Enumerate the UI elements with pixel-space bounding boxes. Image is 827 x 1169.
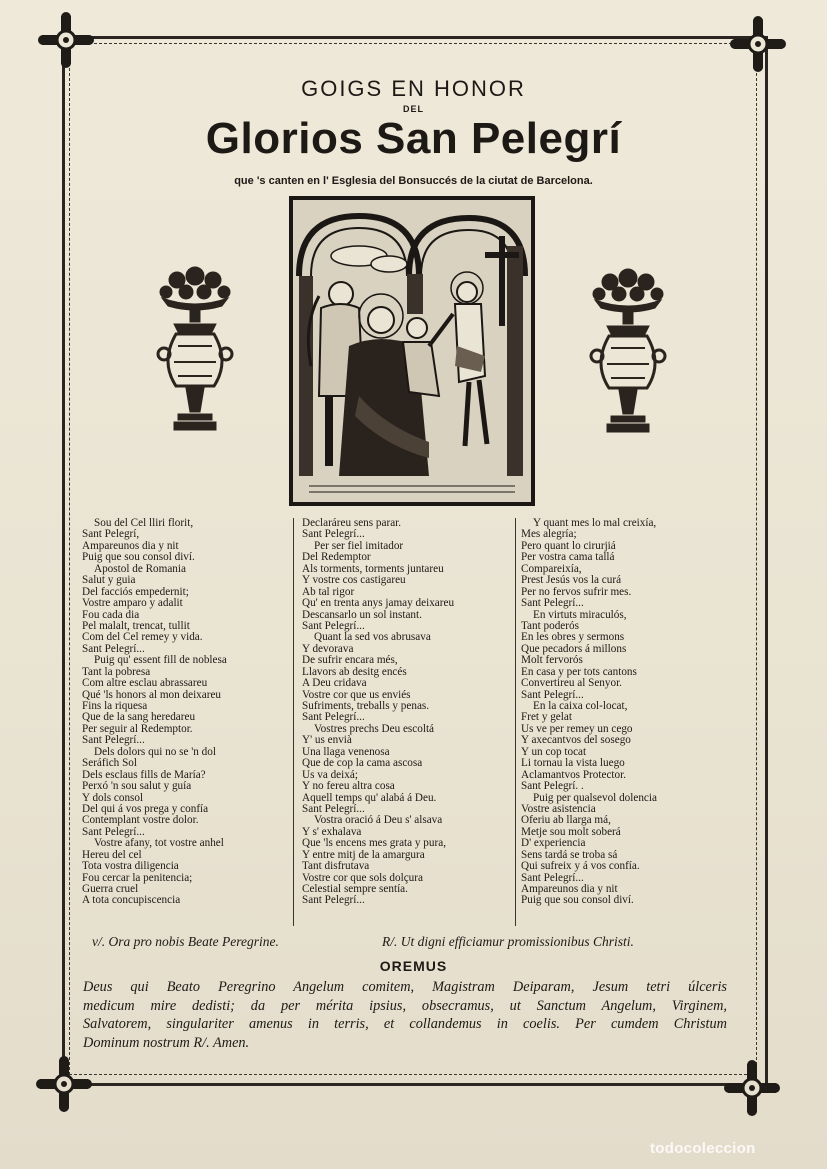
oremus-heading: OREMUS [379,958,448,974]
page-subtitle: que 's canten en l' Esglesia del Bonsuccés de la ciutat de Barcelona. [234,175,593,187]
verse-line: Qui sufreix y á vos confía. [521,860,640,873]
verse-line: A Deu cridava [302,677,367,690]
verse-line: Contemplant vostre dolor. [82,814,199,827]
verse-line: Sant Pelegrí... [82,825,145,838]
verse-line: Que 'ls encens mes grata y pura, [302,837,446,850]
verse-line: D' experiencia [521,837,586,850]
prayer-text [83,978,727,1052]
verse-line: Del Redemptor [302,551,371,564]
column-divider [293,518,294,926]
verse-line: Descansarlo un sol instant. [302,608,422,621]
verse-line: Molt fervorós [521,654,583,667]
verse-line: Com altre esclau abrassareu [82,677,208,690]
prayer-line: Deus qui Beato Peregrino Angelum comitem, Magistram Deiparam, Jesum tetri úlceris [83,979,727,995]
title-top: GOIGS EN HONOR [301,76,526,101]
verse-line: Declaráreu sens parar. [302,517,402,529]
verse-line: Mes alegría; [521,528,577,541]
verse-line: Vostre amparo y adalit [82,597,183,610]
verse-line: Sou del Cel lliri florit, [94,517,194,529]
verses-column-2 [302,518,507,907]
verses-column-1 [82,518,287,907]
verse-line: Aclamantvos Protector. [521,768,627,781]
verse-line: Sant Pelegrí... [521,871,584,884]
verse-line: Metje sou molt soberá [521,825,621,838]
verse-line: Dels esclaus fills de María? [82,768,206,781]
page-title: Glorios San Pelegrí [205,114,622,163]
flower-vase-icon [152,262,238,442]
verse-line: Guerra cruel [82,883,139,895]
verse-line: Que de cop la cama ascosa [302,757,423,770]
verse-line: Puig qu' essent fill de noblesa [94,654,227,667]
verse-line: Y s' exhalava [302,825,362,838]
verse-line: Pero quant lo cirurjiá [521,539,616,552]
verse-line: Una llaga venenosa [302,745,390,758]
verse-line: Sufriments, treballs y penas. [302,700,430,712]
verse-line: Y no fereu altra cosa [302,780,395,793]
verse-line: Per no fervos sufrir mes. [521,585,632,598]
verse-line: Us ve per remey un cego [521,722,633,735]
verse-line: De sufrir encara més, [302,654,398,667]
verse-line: Vostre cor que sols dolçura [302,871,423,884]
verse-line: Fret y gelat [521,711,572,724]
verse-line: Que pecadors á millons [521,642,627,655]
verse-line: Que de la sang heredareu [82,711,196,724]
verse-line: Us va deixá; [302,768,358,781]
response: R/. Ut digni efficiamur promissionibus Christi. [382,934,634,949]
verse-line: Fou cercar la penitencia; [82,871,193,884]
verse-line: Hereu del cel [82,848,142,861]
cross-ornament-icon [722,1058,782,1118]
verse-line: Y dols consol [82,791,144,804]
verse-line: Ab tal rigor [302,585,355,598]
verse-line: Salut y guia [82,574,136,587]
verse-line: Vostre asistencia [521,802,596,815]
verse-line: En les obres y sermons [521,631,625,644]
verse-line: Y' us envià [302,734,352,747]
verse-line: Del qui á vos prega y confía [82,802,209,815]
verse-line: Per vostra cama tallá [521,551,615,564]
verse-line: Sant Pelegrí... [302,619,365,632]
verse-line: Aquell temps qu' alabá á Deu. [302,791,437,804]
verse-line: En la caixa col-locat, [533,700,628,712]
verse-line: Sant Pelegrí... [521,688,584,701]
flower-vase-icon [585,264,671,444]
verse-line: Tota vostra diligencia [82,860,179,873]
cross-ornament-icon [36,10,96,70]
verse-line: Fou cada dia [82,608,140,621]
verse-line: Perxó 'n sou salut y guía [82,780,192,793]
verse-line: Y devorava [302,642,354,655]
verse-line: Tant la pobresa [82,665,151,678]
watermark-text: todocoleccion [650,1140,756,1157]
verse-line: Sant Pelegrí... [521,597,584,610]
saint-woodcut-image [289,196,535,506]
verse-line: Ampareunos dia y nit [521,883,618,895]
verse-line: Sant Pelegrí... [302,802,365,815]
verse-line: Sant Pelegrí... [302,711,365,724]
prayer-line: medicum mire dedisti; da per mérita ipsius, obsecramus, ut Sanctum Angelum, Virginem, [83,997,727,1014]
verse-line: Qu' en trenta anys jamay deixareu [302,597,455,610]
verses-column-3 [521,518,746,907]
verse-line: Com del Cel remey y vida. [82,631,203,644]
verse-line: Qué 'ls honors al mon deixareu [82,688,222,701]
verse-line: Pel malalt, trencat, tullit [82,619,190,632]
column-divider [515,518,516,926]
verse-line: Llavors ab desitg encés [302,665,407,678]
verse-line: Prest Jesús vos la curá [521,574,622,587]
verse-line: Celestial sempre sentía. [302,883,408,895]
verse-line: Sant Pelegrí, [82,528,140,541]
cross-ornament-icon [728,14,788,74]
verse-line: Compareixía, [521,562,582,575]
verse-line: Ampareunos dia y nit [82,539,179,552]
verse-line: Y axecantvos del sosego [521,734,631,747]
verse-line: Puig per qualsevol dolencia [533,791,657,804]
prayer-line: Salvatorem, singulariter amenus in terris, et collandemus in coelis. Per cumdem Christum [83,1016,727,1033]
verse-line: Sant Pelegrí... [302,528,365,541]
verse-line: Quant la sed vos abrusava [314,631,431,644]
verse-line: Dels dolors qui no se 'n dol [94,745,216,758]
verse-line: Vostre afany, tot vostre anhel [94,837,224,850]
verse-line: Oferiu ab llarga má, [521,814,611,827]
verse-line: Y vostre cos castigareu [302,574,406,587]
cross-ornament-icon [34,1054,94,1114]
verse-line: Sant Pelegrí. . [521,780,584,793]
verses-columns [80,518,750,926]
verse-line: Per seguir al Redemptor. [82,722,193,735]
verse-line: Per ser fiel imitador [314,539,404,552]
verse-line: A tota concupiscencia [82,894,181,907]
verse-line: Y un cop tocat [521,745,587,758]
verse-line: Apostol de Romania [94,562,186,575]
verse-line: Vostra oració á Deu s' alsava [314,814,443,827]
verse-line: Del facciós empedernit; [82,585,189,598]
verse-line: Puig que sou consol diví. [82,551,195,564]
verse-line: Li tornau la vista luego [521,757,625,770]
verse-line: Y quant mes lo mal creixía, [533,517,657,529]
verse-line: Sant Pelegrí... [82,642,145,655]
verse-line: En casa y per tots cantons [521,665,637,678]
versicle: v/. Ora pro nobis Beate Peregrine. [92,934,279,949]
prayer-line: Dominum nostrum R/. Amen. [83,1034,250,1051]
verse-line: Tant poderós [521,619,579,632]
verse-line: Puig que sou consol diví. [521,894,634,907]
verse-line: Sens tardá se troba sá [521,848,618,861]
verse-line: Tant disfrutava [302,860,370,873]
verse-line: Vostres prechs Deu escoltá [314,722,435,735]
verse-line: Seráfich Sol [82,757,137,770]
verse-line: Sant Pelegrí... [302,894,365,907]
title-del: DEL [403,104,424,114]
verse-line: Als torments, torments juntareu [302,562,444,575]
verse-line: Vostre cor que us enviés [302,688,411,701]
verse-line: En virtuts miraculós, [533,608,627,621]
verse-line: Y entre mitj de la amargura [302,848,425,861]
verse-line: Fins la riquesa [82,700,148,712]
verse-line: Sant Pelegrí... [82,734,145,747]
verse-line: Convertireu al Senyor. [521,677,622,690]
